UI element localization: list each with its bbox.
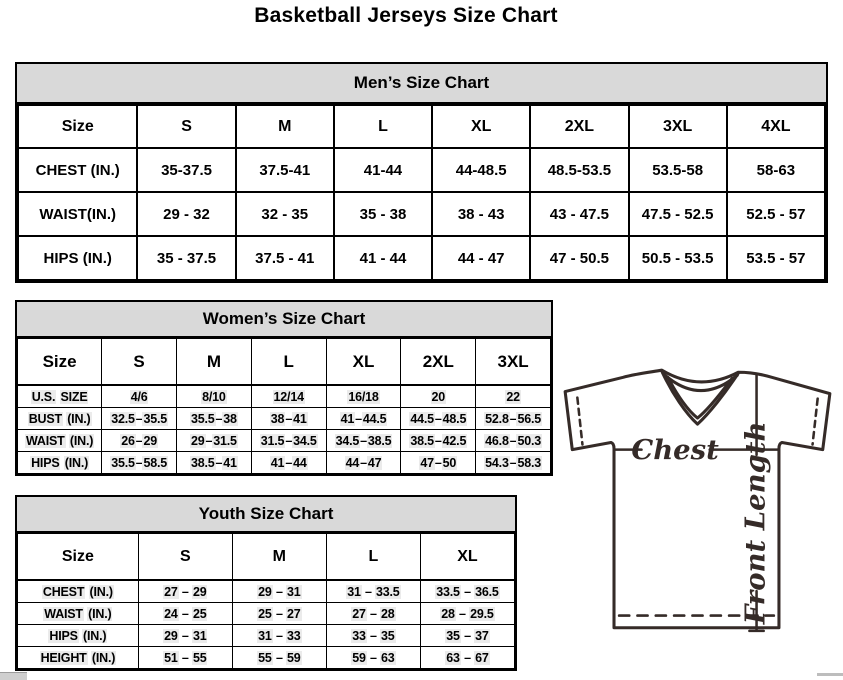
row-label: HIPS (IN.) <box>18 236 137 280</box>
scrollbar-right-fragment[interactable] <box>817 673 843 676</box>
size-cell: 27 – 29 <box>138 580 232 603</box>
row-label: WAIST(IN.) <box>18 192 137 236</box>
size-cell: 35 - 37.5 <box>137 236 235 280</box>
row-label: HIPS (IN.) <box>18 452 102 474</box>
jersey-measurement-diagram <box>560 360 835 640</box>
size-cell: 44.5–48.5 <box>401 408 476 430</box>
womens-size-chart <box>15 300 553 476</box>
table-row <box>18 385 551 408</box>
row-label: CHEST (IN.) <box>18 148 137 192</box>
column-header: XL <box>432 105 530 148</box>
column-header: XL <box>326 339 401 386</box>
size-cell: 8/10 <box>177 385 252 408</box>
size-cell: 33 – 35 <box>326 625 420 647</box>
column-header: Size <box>18 339 102 386</box>
column-header: S <box>138 534 232 581</box>
size-cell: 29 – 31 <box>138 625 232 647</box>
table-row <box>18 625 515 647</box>
size-cell: 33.5 – 36.5 <box>420 580 514 603</box>
size-cell: 29–31.5 <box>177 430 252 452</box>
size-cell: 32 - 35 <box>236 192 334 236</box>
table-row <box>18 647 515 669</box>
row-label: WAIST (IN.) <box>18 430 102 452</box>
column-header: S <box>102 339 177 386</box>
size-cell: 16/18 <box>326 385 401 408</box>
size-cell: 59 – 63 <box>326 647 420 669</box>
size-cell: 29 - 32 <box>137 192 235 236</box>
column-header: L <box>251 339 326 386</box>
row-label: BUST (IN.) <box>18 408 102 430</box>
size-cell: 26–29 <box>102 430 177 452</box>
column-header: L <box>334 105 432 148</box>
size-cell: 38 - 43 <box>432 192 530 236</box>
column-header: M <box>177 339 252 386</box>
size-cell: 24 – 25 <box>138 603 232 625</box>
size-cell: 54.3–58.3 <box>476 452 551 474</box>
size-cell: 48.5-53.5 <box>530 148 628 192</box>
column-header: 3XL <box>476 339 551 386</box>
front-length-label: Front Length <box>739 421 772 625</box>
table-row <box>18 148 825 192</box>
column-header: M <box>232 534 326 581</box>
size-cell: 41–44 <box>251 452 326 474</box>
mens-table <box>17 104 826 281</box>
row-label: WAIST (IN.) <box>18 603 139 625</box>
mens-size-chart <box>15 62 828 283</box>
size-cell: 44–47 <box>326 452 401 474</box>
column-header: Size <box>18 534 139 581</box>
mens-chart-title: Men’s Size Chart <box>17 64 826 104</box>
youth-table <box>17 533 515 669</box>
size-cell: 25 – 27 <box>232 603 326 625</box>
womens-table <box>17 338 551 474</box>
size-cell: 52.8–56.5 <box>476 408 551 430</box>
size-cell: 44 - 47 <box>432 236 530 280</box>
table-row <box>18 430 551 452</box>
column-header: 2XL <box>401 339 476 386</box>
size-cell: 12/14 <box>251 385 326 408</box>
size-cell: 35-37.5 <box>137 148 235 192</box>
table-row <box>18 192 825 236</box>
size-cell: 31 – 33 <box>232 625 326 647</box>
size-cell: 46.8–50.3 <box>476 430 551 452</box>
size-cell: 55 – 59 <box>232 647 326 669</box>
jersey-outline <box>565 370 830 628</box>
size-cell: 47.5 - 52.5 <box>629 192 727 236</box>
size-cell: 41–44.5 <box>326 408 401 430</box>
table-row <box>18 408 551 430</box>
size-cell: 63 – 67 <box>420 647 514 669</box>
size-cell: 35 - 38 <box>334 192 432 236</box>
size-cell: 58-63 <box>727 148 825 192</box>
size-cell: 28 – 29.5 <box>420 603 514 625</box>
size-cell: 35.5–38 <box>177 408 252 430</box>
size-cell: 20 <box>401 385 476 408</box>
size-cell: 51 – 55 <box>138 647 232 669</box>
row-label: HEIGHT (IN.) <box>18 647 139 669</box>
size-cell: 47 - 50.5 <box>530 236 628 280</box>
chest-label: Chest <box>631 433 719 466</box>
size-cell: 34.5–38.5 <box>326 430 401 452</box>
youth-size-chart <box>15 495 517 671</box>
size-cell: 22 <box>476 385 551 408</box>
size-cell: 31.5–34.5 <box>251 430 326 452</box>
column-header: 4XL <box>727 105 825 148</box>
size-cell: 38.5–41 <box>177 452 252 474</box>
size-cell: 41 - 44 <box>334 236 432 280</box>
size-cell: 35.5–58.5 <box>102 452 177 474</box>
row-label: U.S. SIZE <box>18 385 102 408</box>
size-cell: 29 – 31 <box>232 580 326 603</box>
size-cell: 37.5 - 41 <box>236 236 334 280</box>
row-label: HIPS (IN.) <box>18 625 139 647</box>
column-header: S <box>137 105 235 148</box>
size-cell: 38.5–42.5 <box>401 430 476 452</box>
size-cell: 37.5-41 <box>236 148 334 192</box>
column-header: 2XL <box>530 105 628 148</box>
womens-chart-title: Women’s Size Chart <box>17 302 551 338</box>
size-cell: 53.5 - 57 <box>727 236 825 280</box>
row-label: CHEST (IN.) <box>18 580 139 603</box>
column-header: 3XL <box>629 105 727 148</box>
table-row <box>18 603 515 625</box>
page-title: Basketball Jerseys Size Chart <box>254 4 558 27</box>
size-cell: 53.5-58 <box>629 148 727 192</box>
size-cell: 43 - 47.5 <box>530 192 628 236</box>
youth-chart-title: Youth Size Chart <box>17 497 515 533</box>
size-cell: 31 – 33.5 <box>326 580 420 603</box>
size-cell: 4/6 <box>102 385 177 408</box>
table-row <box>18 580 515 603</box>
column-header: Size <box>18 105 137 148</box>
table-row <box>18 452 551 474</box>
table-row <box>18 236 825 280</box>
size-cell: 50.5 - 53.5 <box>629 236 727 280</box>
size-cell: 41-44 <box>334 148 432 192</box>
size-cell: 38–41 <box>251 408 326 430</box>
size-cell: 52.5 - 57 <box>727 192 825 236</box>
column-header: M <box>236 105 334 148</box>
size-cell: 27 – 28 <box>326 603 420 625</box>
size-cell: 47–50 <box>401 452 476 474</box>
column-header: L <box>326 534 420 581</box>
size-cell: 35 – 37 <box>420 625 514 647</box>
column-header: XL <box>420 534 514 581</box>
size-cell: 32.5–35.5 <box>102 408 177 430</box>
size-cell: 44-48.5 <box>432 148 530 192</box>
